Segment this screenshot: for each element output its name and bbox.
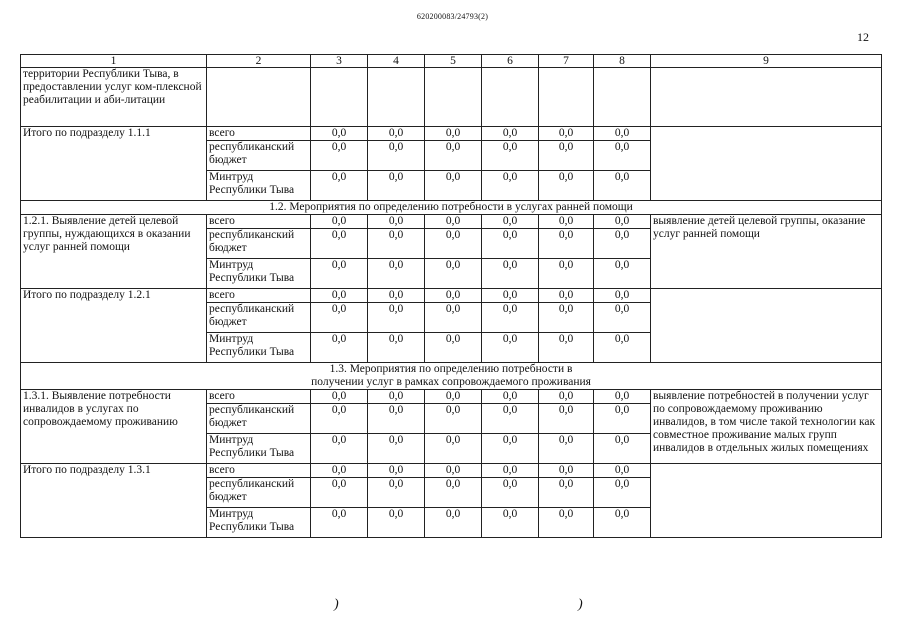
value-cell: 0,0 bbox=[539, 259, 594, 289]
value-cell: 0,0 bbox=[311, 464, 368, 478]
funding-source: всего bbox=[207, 215, 311, 229]
value-cell: 0,0 bbox=[594, 127, 651, 141]
value-cell: 0,0 bbox=[311, 289, 368, 303]
value-cell: 0,0 bbox=[368, 141, 425, 171]
value-cell: 0,0 bbox=[311, 303, 368, 333]
value-cell: 0,0 bbox=[594, 215, 651, 229]
value-cell: 0,0 bbox=[539, 289, 594, 303]
value-cell: 0,0 bbox=[311, 508, 368, 538]
section-1-3-row bbox=[21, 363, 882, 390]
section-1-3-title-line: получении услуг в рамках сопровождаемого проживания bbox=[311, 376, 591, 388]
empty-cell bbox=[368, 68, 425, 127]
funding-source: республиканский бюджет bbox=[207, 141, 311, 171]
empty-cell bbox=[425, 68, 482, 127]
value-cell: 0,0 bbox=[482, 215, 539, 229]
value-cell: 0,0 bbox=[311, 171, 368, 201]
margin-mark: ) bbox=[578, 597, 583, 612]
section-1-3-title-line: 1.3. Мероприятия по определению потребности в bbox=[329, 363, 573, 375]
empty-cell bbox=[594, 68, 651, 127]
header-cell: 1 bbox=[21, 55, 207, 68]
value-cell: 0,0 bbox=[425, 259, 482, 289]
header-cell: 7 bbox=[539, 55, 594, 68]
value-cell: 0,0 bbox=[482, 333, 539, 363]
empty-result-cell bbox=[651, 127, 882, 201]
empty-result-cell bbox=[651, 289, 882, 363]
value-cell: 0,0 bbox=[594, 303, 651, 333]
result-cell: выявление детей целевой группы, оказание услуг ранней помощи bbox=[651, 215, 882, 289]
table-body bbox=[21, 55, 882, 538]
value-cell: 0,0 bbox=[482, 127, 539, 141]
value-cell: 0,0 bbox=[594, 390, 651, 404]
result-cell: выявление потребностей в получении услуг по сопровождаемому проживанию инвалидов, в том числе такой технологии как совместное проживание малых групп инвалидов в отдельных жилых помещениях bbox=[651, 390, 882, 464]
value-cell: 0,0 bbox=[482, 229, 539, 259]
value-cell: 0,0 bbox=[425, 141, 482, 171]
value-cell: 0,0 bbox=[539, 404, 594, 434]
value-cell: 0,0 bbox=[368, 289, 425, 303]
value-cell: 0,0 bbox=[594, 333, 651, 363]
value-cell: 0,0 bbox=[425, 229, 482, 259]
header-cell: 6 bbox=[482, 55, 539, 68]
value-cell: 0,0 bbox=[482, 478, 539, 508]
value-cell: 0,0 bbox=[594, 259, 651, 289]
funding-source: всего bbox=[207, 464, 311, 478]
row-label: Итого по подразделу 1.2.1 bbox=[21, 289, 207, 363]
value-cell: 0,0 bbox=[482, 434, 539, 464]
value-cell: 0,0 bbox=[539, 229, 594, 259]
value-cell: 0,0 bbox=[594, 141, 651, 171]
page-number: 12 bbox=[857, 30, 869, 44]
funding-source: республиканский бюджет bbox=[207, 404, 311, 434]
funding-source: республиканский бюджет bbox=[207, 303, 311, 333]
value-cell: 0,0 bbox=[368, 303, 425, 333]
value-cell: 0,0 bbox=[368, 215, 425, 229]
value-cell: 0,0 bbox=[425, 404, 482, 434]
value-cell: 0,0 bbox=[539, 171, 594, 201]
empty-cell bbox=[207, 68, 311, 127]
value-cell: 0,0 bbox=[539, 508, 594, 538]
margin-mark: ) bbox=[334, 597, 339, 612]
total-row bbox=[21, 215, 882, 229]
value-cell: 0,0 bbox=[311, 141, 368, 171]
value-cell: 0,0 bbox=[425, 508, 482, 538]
continuation-row bbox=[21, 68, 882, 127]
value-cell: 0,0 bbox=[311, 333, 368, 363]
value-cell: 0,0 bbox=[594, 464, 651, 478]
funding-source: республиканский бюджет bbox=[207, 478, 311, 508]
value-cell: 0,0 bbox=[539, 127, 594, 141]
value-cell: 0,0 bbox=[368, 434, 425, 464]
value-cell: 0,0 bbox=[482, 171, 539, 201]
value-cell: 0,0 bbox=[311, 478, 368, 508]
header-cell: 9 bbox=[651, 55, 882, 68]
value-cell: 0,0 bbox=[425, 333, 482, 363]
value-cell: 0,0 bbox=[539, 303, 594, 333]
value-cell: 0,0 bbox=[594, 171, 651, 201]
value-cell: 0,0 bbox=[425, 289, 482, 303]
section-1-2-title-line: 1.2. Мероприятия по определению потребности в услугах ранней помощи bbox=[269, 201, 633, 213]
value-cell: 0,0 bbox=[539, 333, 594, 363]
total-row bbox=[21, 289, 882, 303]
value-cell: 0,0 bbox=[594, 404, 651, 434]
value-cell: 0,0 bbox=[482, 464, 539, 478]
section-1-2-title bbox=[21, 201, 882, 215]
empty-cell bbox=[651, 68, 882, 127]
value-cell: 0,0 bbox=[368, 478, 425, 508]
section-1-2-row bbox=[21, 201, 882, 215]
total-row bbox=[21, 390, 882, 404]
row-label: Итого по подразделу 1.1.1 bbox=[21, 127, 207, 201]
value-cell: 0,0 bbox=[425, 434, 482, 464]
value-cell: 0,0 bbox=[482, 259, 539, 289]
value-cell: 0,0 bbox=[425, 303, 482, 333]
value-cell: 0,0 bbox=[482, 141, 539, 171]
empty-cell bbox=[482, 68, 539, 127]
header-cell: 3 bbox=[311, 55, 368, 68]
value-cell: 0,0 bbox=[539, 464, 594, 478]
total-row bbox=[21, 464, 882, 478]
budget-table bbox=[20, 54, 882, 538]
value-cell: 0,0 bbox=[368, 404, 425, 434]
value-cell: 0,0 bbox=[539, 141, 594, 171]
value-cell: 0,0 bbox=[311, 404, 368, 434]
funding-source: Минтруд Республики Тыва bbox=[207, 434, 311, 464]
value-cell: 0,0 bbox=[594, 478, 651, 508]
value-cell: 0,0 bbox=[482, 404, 539, 434]
header-row bbox=[21, 55, 882, 68]
value-cell: 0,0 bbox=[368, 127, 425, 141]
value-cell: 0,0 bbox=[539, 390, 594, 404]
value-cell: 0,0 bbox=[594, 434, 651, 464]
funding-source: республиканский бюджет bbox=[207, 229, 311, 259]
value-cell: 0,0 bbox=[311, 390, 368, 404]
header-cell: 4 bbox=[368, 55, 425, 68]
funding-source: Минтруд Республики Тыва bbox=[207, 259, 311, 289]
value-cell: 0,0 bbox=[311, 127, 368, 141]
value-cell: 0,0 bbox=[482, 289, 539, 303]
value-cell: 0,0 bbox=[482, 508, 539, 538]
row-label: 1.3.1. Выявление потребности инвалидов в услугах по сопровождаемому проживанию bbox=[21, 390, 207, 464]
section-1-3-title bbox=[21, 363, 882, 390]
row-label: Итого по подразделу 1.3.1 bbox=[21, 464, 207, 538]
funding-source: всего bbox=[207, 289, 311, 303]
value-cell: 0,0 bbox=[539, 434, 594, 464]
funding-source: Минтруд Республики Тыва bbox=[207, 508, 311, 538]
value-cell: 0,0 bbox=[368, 508, 425, 538]
funding-source: Минтруд Республики Тыва bbox=[207, 171, 311, 201]
header-cell: 8 bbox=[594, 55, 651, 68]
value-cell: 0,0 bbox=[311, 229, 368, 259]
value-cell: 0,0 bbox=[311, 434, 368, 464]
continuation-label: территории Республики Тыва, в предоставлении услуг ком-плексной реабилитации и аби-литации bbox=[21, 68, 207, 127]
value-cell: 0,0 bbox=[425, 464, 482, 478]
value-cell: 0,0 bbox=[368, 464, 425, 478]
value-cell: 0,0 bbox=[482, 390, 539, 404]
value-cell: 0,0 bbox=[594, 229, 651, 259]
value-cell: 0,0 bbox=[425, 215, 482, 229]
empty-cell bbox=[311, 68, 368, 127]
value-cell: 0,0 bbox=[311, 259, 368, 289]
value-cell: 0,0 bbox=[539, 478, 594, 508]
value-cell: 0,0 bbox=[368, 333, 425, 363]
value-cell: 0,0 bbox=[368, 171, 425, 201]
value-cell: 0,0 bbox=[368, 390, 425, 404]
value-cell: 0,0 bbox=[594, 508, 651, 538]
value-cell: 0,0 bbox=[482, 303, 539, 333]
header-cell: 2 bbox=[207, 55, 311, 68]
value-cell: 0,0 bbox=[425, 171, 482, 201]
funding-source: всего bbox=[207, 390, 311, 404]
header-cell: 5 bbox=[425, 55, 482, 68]
value-cell: 0,0 bbox=[311, 215, 368, 229]
document-code: 620200083/24793(2) bbox=[416, 12, 489, 21]
row-label: 1.2.1. Выявление детей целевой группы, нуждающихся в оказании услуг ранней помощи bbox=[21, 215, 207, 289]
value-cell: 0,0 bbox=[425, 127, 482, 141]
empty-cell bbox=[539, 68, 594, 127]
value-cell: 0,0 bbox=[539, 215, 594, 229]
total-row bbox=[21, 127, 882, 141]
empty-result-cell bbox=[651, 464, 882, 538]
funding-source: всего bbox=[207, 127, 311, 141]
value-cell: 0,0 bbox=[368, 259, 425, 289]
value-cell: 0,0 bbox=[368, 229, 425, 259]
funding-source: Минтруд Республики Тыва bbox=[207, 333, 311, 363]
value-cell: 0,0 bbox=[594, 289, 651, 303]
value-cell: 0,0 bbox=[425, 390, 482, 404]
value-cell: 0,0 bbox=[425, 478, 482, 508]
